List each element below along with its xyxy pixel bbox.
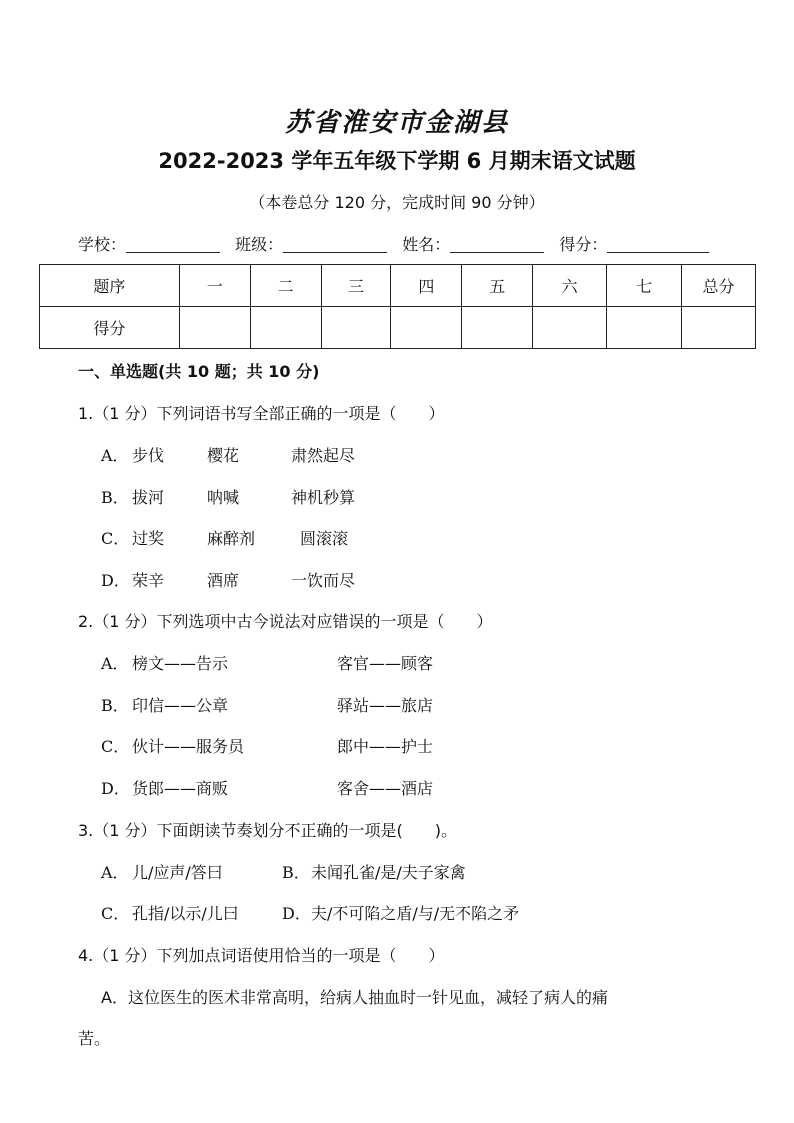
table-cell: 一 [179,265,250,307]
option-text: 榜文——告示 [132,654,229,673]
option-label: A． [101,446,129,465]
option-text: 孔指/以示/儿曰 [132,904,239,923]
option-text: 客舍——酒店 [337,779,434,798]
table-cell: 七 [607,265,682,307]
option-label: D． [101,779,130,798]
table-cell: 四 [391,265,462,307]
score-cell[interactable] [533,307,607,349]
option-label: C． [101,529,130,548]
score-table-header-row [40,265,756,307]
table-cell: 二 [250,265,321,307]
option-text: 苦。 [78,1029,111,1048]
table-cell: 五 [462,265,533,307]
score-label: 得分： [559,235,608,254]
option-label: C． [101,904,130,923]
option-text: 荣辛 [132,571,165,590]
table-cell: 题序 [40,265,180,307]
option-text: 神机秒算 [291,488,356,507]
score-cell[interactable] [607,307,682,349]
option-text: 货郎——商贩 [132,779,229,798]
question-stem: 4.（1 分）下列加点词语使用恰当的一项是（ ） [78,946,445,965]
option-text: 儿/应声/答曰 [132,863,223,882]
option-text: A．这位医生的医术非常高明，给病人抽血时一针见血，减轻了病人的痛 [101,988,608,1007]
option-label: B． [101,696,129,715]
option-text: 呐喊 [207,488,240,507]
option-text: 印信——公章 [132,696,229,715]
option-label: D． [101,571,130,590]
option-text: 郎中——护士 [337,737,434,756]
option-text: 圆滚滚 [300,529,349,548]
option-label: C． [101,737,130,756]
option-text: 过奖 [132,529,165,548]
score-cell[interactable] [321,307,391,349]
section-title: 一、单选题(共 10 题；共 10 分) [78,362,320,381]
question-stem: 2.（1 分）下列选项中古今说法对应错误的一项是（ ） [78,612,493,631]
class-label: 班级： [235,235,284,254]
option-label: B． [101,488,129,507]
option-text: 客官——顾客 [337,654,434,673]
score-cell[interactable] [179,307,250,349]
option-label: D． [282,904,311,923]
exam-title: 2022-2023 学年五年级下学期 6 月期末语文试题 [158,149,636,173]
question-stem: 1.（1 分）下列词语书写全部正确的一项是（ ） [78,404,445,423]
table-cell: 得分 [40,307,180,349]
option-text: 樱花 [207,446,240,465]
option-text: 伙计——服务员 [132,737,245,756]
option-text: 拔河 [132,488,165,507]
option-text: 肃然起尽 [291,446,356,465]
option-text: 未闻孔雀/是/夫子家禽 [311,863,466,882]
option-label: A． [101,863,129,882]
option-text: 麻醉剂 [207,529,256,548]
question-stem: 3.（1 分）下面朗读节奏划分不正确的一项是( )。 [78,821,458,840]
table-cell: 三 [321,265,391,307]
score-cell[interactable] [250,307,321,349]
school-blank[interactable] [126,236,220,253]
option-text: 夫/不可陷之盾/与/无不陷之矛 [311,904,520,923]
school-label: 学校： [78,235,127,254]
score-blank[interactable] [607,236,709,253]
table-cell: 总分 [682,265,756,307]
table-cell: 六 [533,265,607,307]
student-info-line [78,232,709,255]
exam-subtitle: （本卷总分 120 分，完成时间 90 分钟） [249,193,545,212]
option-text: 一饮而尽 [291,571,356,590]
name-blank[interactable] [450,236,544,253]
option-label: A． [101,654,129,673]
name-label: 姓名： [402,235,451,254]
class-blank[interactable] [283,236,387,253]
option-label: B． [282,863,310,882]
option-text: 步伐 [132,446,165,465]
score-table [39,264,756,349]
score-cell[interactable] [462,307,533,349]
score-table-score-row [40,307,756,349]
option-text: 驿站——旅店 [337,696,434,715]
exam-title-region: 苏省淮安市金湖县 [284,108,509,138]
option-text: 酒席 [207,571,240,590]
score-cell[interactable] [391,307,462,349]
score-cell[interactable] [682,307,756,349]
